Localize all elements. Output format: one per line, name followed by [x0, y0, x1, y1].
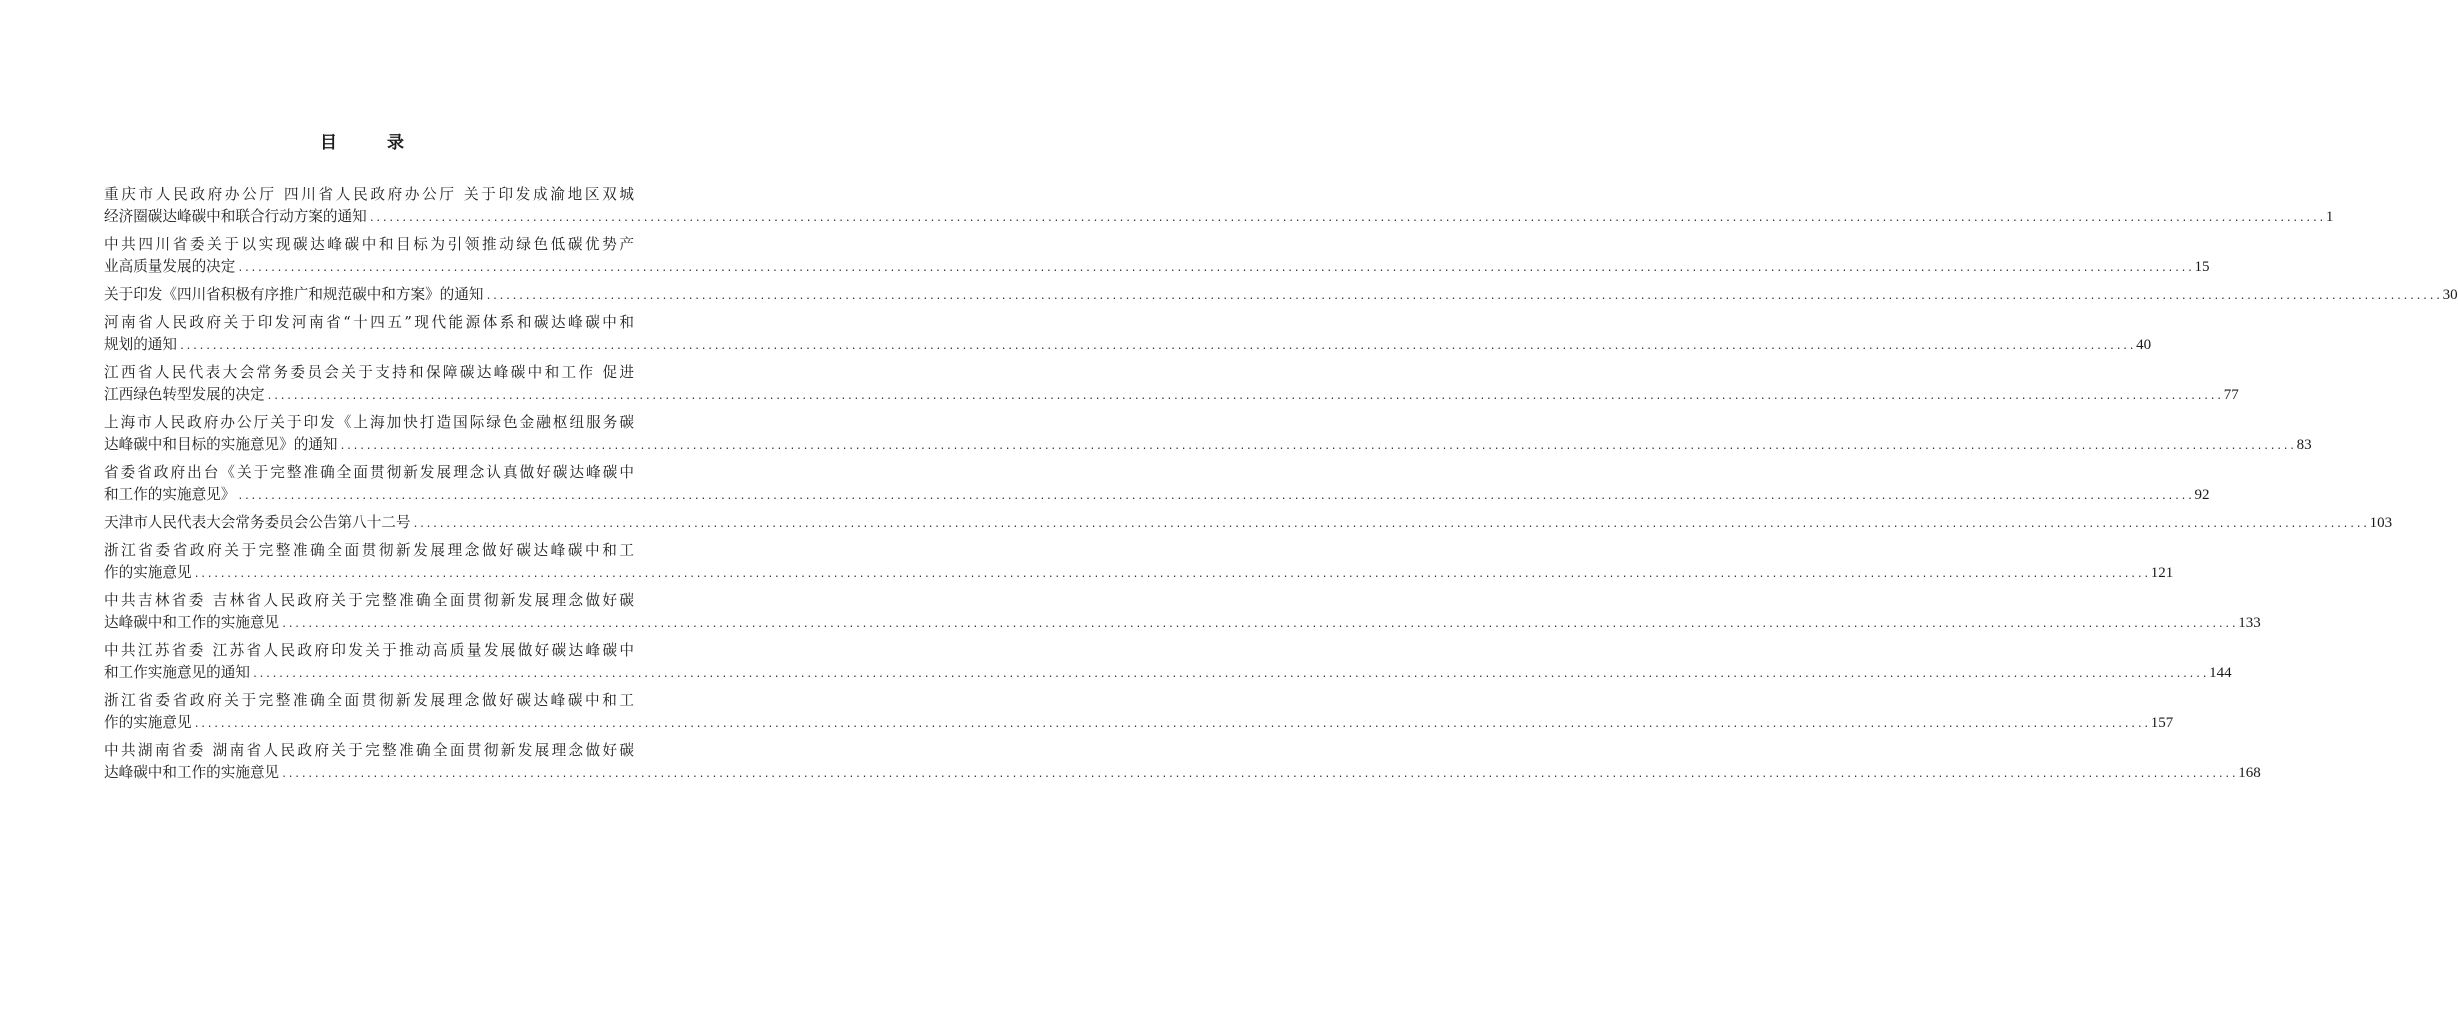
toc-entry-last-line: [104, 434, 2312, 456]
toc-entry-last-line: [104, 562, 2174, 584]
toc-entry[interactable]: [104, 590, 2261, 634]
toc-page-number: 40: [2136, 337, 2152, 353]
toc-entry-title-line: 达峰碳中和目标的实施意见》的通知: [104, 436, 338, 453]
toc-entry[interactable]: [104, 512, 2393, 534]
dot-leader: ............................................................................................................................................................................................................................................................................................................: [368, 213, 2325, 224]
toc-entry-last-line: [104, 206, 2334, 228]
dot-leader: ............................................................................................................................................................................................................................................................................................................: [281, 619, 2238, 630]
toc-page-number: 77: [2223, 387, 2239, 403]
dot-leader: ............................................................................................................................................................................................................................................................................................................: [193, 569, 2150, 580]
dot-leader: ............................................................................................................................................................................................................................................................................................................: [485, 291, 2442, 302]
dot-leader: ............................................................................................................................................................................................................................................................................................................: [178, 341, 2136, 352]
toc-page-number: 1: [2325, 209, 2334, 225]
toc-page-number: 144: [2209, 665, 2232, 681]
toc-entry-title-line: 达峰碳中和工作的实施意见: [104, 764, 280, 781]
toc-entry-title-line: 江西省人民代表大会常务委员会关于支持和保障碳达峰碳中和工作 促进: [104, 364, 634, 381]
toc-entry-last-line: [104, 662, 2232, 684]
toc-entry[interactable]: [104, 362, 2239, 406]
dot-leader: ............................................................................................................................................................................................................................................................................................................: [251, 669, 2209, 680]
toc-page-number: 103: [2369, 515, 2393, 531]
dot-leader: ............................................................................................................................................................................................................................................................................................................: [339, 441, 2296, 452]
toc-entry[interactable]: [104, 462, 2210, 506]
toc-entry-title-line: 业高质量发展的决定: [104, 258, 236, 275]
toc-entry-title-line: 省委省政府出台《关于完整准确全面贯彻新发展理念认真做好碳达峰碳中: [104, 464, 634, 481]
toc-entry-title-line: 中共吉林省委 吉林省人民政府关于完整准确全面贯彻新发展理念做好碳: [104, 592, 634, 609]
dot-leader: ............................................................................................................................................................................................................................................................................................................: [237, 263, 2194, 274]
toc-entry-title-line: 上海市人民政府办公厅关于印发《上海加快打造国际绿色金融枢纽服务碳: [104, 414, 634, 431]
toc-entry-title-line: 规划的通知: [104, 336, 177, 353]
table-of-contents: [104, 184, 2458, 790]
toc-page-number: 121: [2150, 565, 2174, 581]
dot-leader: ............................................................................................................................................................................................................................................................................................................: [193, 719, 2150, 730]
toc-entry-title-line: 天津市人民代表大会常务委员会公告第八十二号: [104, 514, 411, 531]
dot-leader: ............................................................................................................................................................................................................................................................................................................: [237, 491, 2194, 502]
toc-entry-title-line: 作的实施意见: [104, 714, 192, 731]
toc-entry[interactable]: [104, 540, 2174, 584]
dot-leader: ............................................................................................................................................................................................................................................................................................................: [266, 391, 2223, 402]
toc-entry-title-line: 关于印发《四川省积极有序推广和规范碳中和方案》的通知: [104, 286, 484, 303]
toc-entry-title-line: 经济圈碳达峰碳中和联合行动方案的通知: [104, 208, 367, 225]
toc-entry-title-line: 和工作的实施意见》: [104, 486, 236, 503]
toc-entry-title-line: 浙江省委省政府关于完整准确全面贯彻新发展理念做好碳达峰碳中和工: [104, 692, 634, 709]
toc-entry-title-line: 达峰碳中和工作的实施意见: [104, 614, 280, 631]
toc-entry[interactable]: [104, 312, 2152, 356]
toc-entry[interactable]: [104, 284, 2458, 306]
toc-entry-title-line: 中共四川省委关于以实现碳达峰碳中和目标为引领推动绿色低碳优势产: [104, 236, 634, 253]
toc-entry-last-line: [104, 612, 2261, 634]
toc-entry-last-line: [104, 512, 2393, 534]
toc-entry-last-line: [104, 484, 2210, 506]
toc-page-number: 30: [2442, 287, 2458, 303]
toc-entry[interactable]: [104, 690, 2174, 734]
toc-entry[interactable]: [104, 740, 2261, 784]
toc-page-number: 92: [2194, 487, 2210, 503]
toc-entry[interactable]: [104, 640, 2232, 684]
toc-entry-title-line: 作的实施意见: [104, 564, 192, 581]
toc-entry-title-line: 中共湖南省委 湖南省人民政府关于完整准确全面贯彻新发展理念做好碳: [104, 742, 634, 759]
toc-entry-last-line: [104, 384, 2239, 406]
toc-entry-title-line: 浙江省委省政府关于完整准确全面贯彻新发展理念做好碳达峰碳中和工: [104, 542, 634, 559]
toc-entry-title-line: 江西绿色转型发展的决定: [104, 386, 265, 403]
toc-page-number: 168: [2238, 765, 2261, 781]
toc-entry-last-line: [104, 334, 2152, 356]
dot-leader: ............................................................................................................................................................................................................................................................................................................: [281, 769, 2238, 780]
toc-page-number: 157: [2150, 715, 2174, 731]
dot-leader: ............................................................................................................................................................................................................................................................................................................: [412, 519, 2369, 530]
toc-entry[interactable]: [104, 412, 2312, 456]
toc-entry-title-line: 重庆市人民政府办公厅 四川省人民政府办公厅 关于印发成渝地区双城: [104, 186, 634, 203]
toc-entry-last-line: [104, 256, 2210, 278]
toc-entry[interactable]: [104, 184, 2334, 228]
toc-page-number: 15: [2194, 259, 2210, 275]
toc-page-number: 133: [2238, 615, 2261, 631]
toc-entry[interactable]: [104, 234, 2210, 278]
toc-entry-title-line: 和工作实施意见的通知: [104, 664, 250, 681]
toc-entry-last-line: [104, 762, 2261, 784]
toc-title: 目 录: [320, 133, 426, 153]
toc-entry-last-line: [104, 284, 2458, 306]
toc-entry-last-line: [104, 712, 2174, 734]
toc-entry-title-line: 中共江苏省委 江苏省人民政府印发关于推动高质量发展做好碳达峰碳中: [104, 642, 634, 659]
toc-entry-title-line: 河南省人民政府关于印发河南省“十四五”现代能源体系和碳达峰碳中和: [104, 314, 634, 331]
toc-page-number: 83: [2296, 437, 2312, 453]
